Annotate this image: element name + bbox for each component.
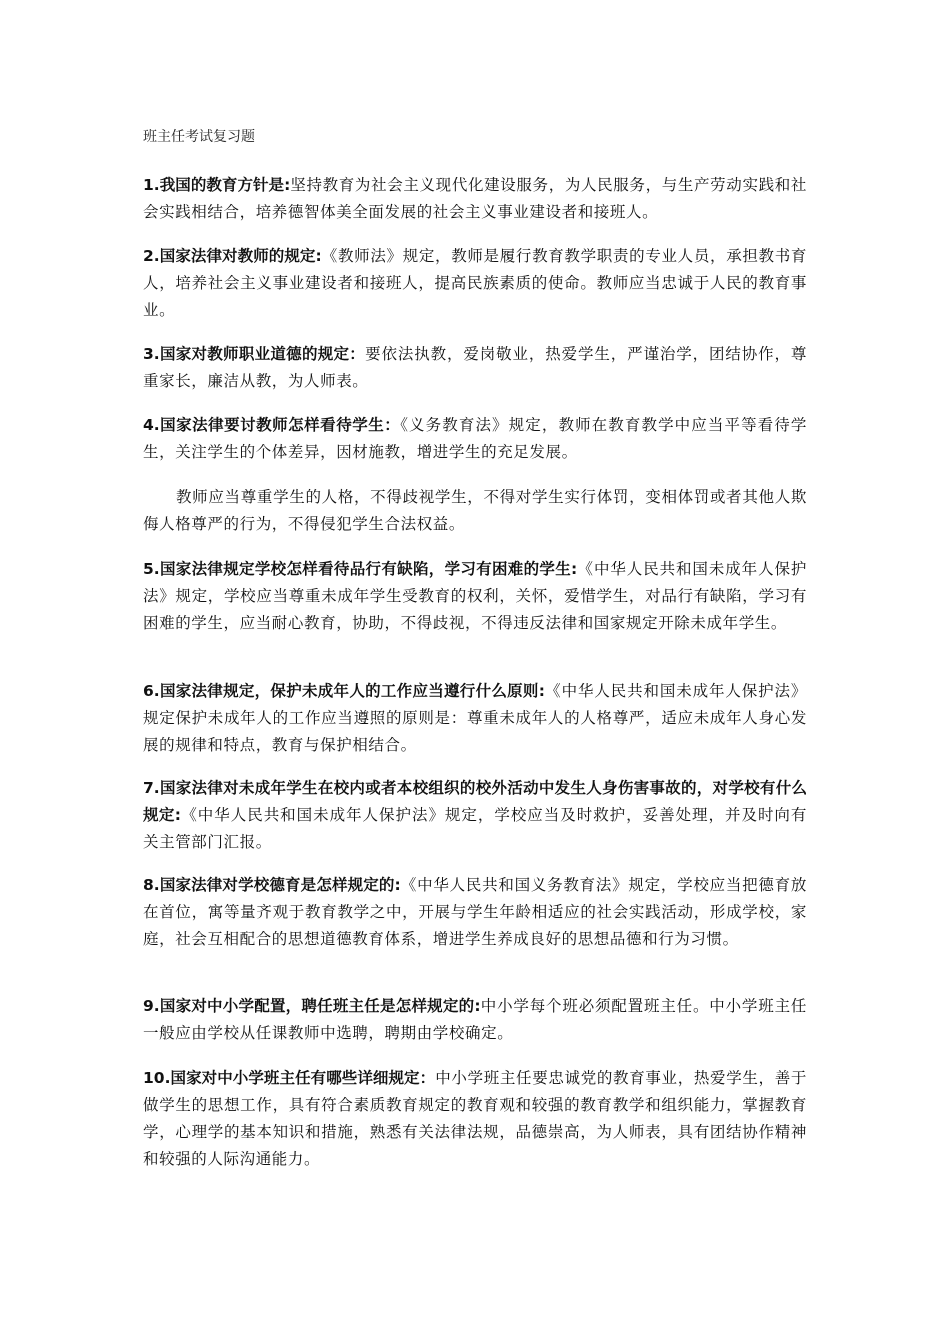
answer-text: 《义务教育法》规定，教师在教育教学中应当平等看待学生，关注学生的个体差异，因材施教，增进学生的充足发展。	[143, 416, 807, 461]
question-item-4	[143, 412, 807, 466]
question-item-9	[143, 993, 807, 1047]
question-label: 7.国家法律对未成年学生在校内或者本校组织的校外活动中发生人身伤害事故的，对学校有什么规定:	[143, 779, 807, 824]
answer-text: 中小学每个班必须配置班主任。中小学班主任一般应由学校从任课教师中选聘，聘期由学校确定。	[143, 997, 807, 1042]
question-item-3	[143, 341, 807, 395]
question-item-10	[143, 1065, 807, 1173]
question-item-7	[143, 775, 807, 856]
answer-text: 中小学班主任要忠诚党的教育事业，热爱学生，善于做学生的思想工作，具有符合素质教育规定的教育观和较强的教育教学和组织能力，掌握教育学，心理学的基本知识和措施，熟悉有关法律法规，品德崇高，为人师表，具有团结协作精神和较强的人际沟通能力。	[143, 1069, 807, 1168]
document-title: 班主任考试复习题	[143, 129, 255, 145]
question-label: 6.国家法律规定，保护未成年人的工作应当遵行什么原则:	[143, 682, 545, 700]
question-label: 8.国家法律对学校德育是怎样规定的:	[143, 876, 401, 894]
question-label: 5.国家法律规定学校怎样看待品行有缺陷，学习有困难的学生:	[143, 560, 578, 578]
answer-text: 《教师法》规定，教师是履行教育教学职责的专业人员，承担教书育人，培养社会主义事业建设者和接班人，提高民族素质的使命。教师应当忠诚于人民的教育事业。	[143, 247, 807, 319]
question-item-6	[143, 678, 807, 759]
question-item-4-continuation	[143, 484, 807, 538]
question-item-2	[143, 243, 807, 324]
answer-text: 要依法执教，爱岗敬业，热爱学生，严谨治学，团结协作，尊重家长，廉洁从教，为人师表。	[143, 345, 807, 390]
answer-text: 教师应当尊重学生的人格，不得歧视学生，不得对学生实行体罚，变相体罚或者其他人欺侮人格尊严的行为，不得侵犯学生合法权益。	[143, 488, 807, 533]
question-label: 2.国家法律对教师的规定:	[143, 247, 322, 265]
question-label: 1.我国的教育方针是:	[143, 176, 291, 194]
question-label: 10.国家对中小学班主任有哪些详细规定：	[143, 1069, 436, 1087]
question-item-5	[143, 556, 807, 637]
question-item-1	[143, 172, 807, 226]
answer-text: 《中华人民共和国未成年人保护法》规定，学校应当尊重未成年学生受教育的权利，关怀，爱惜学生，对品行有缺陷，学习有困难的学生，应当耐心教育，协助，不得歧视，不得违反法律和国家规定开除未成年学生。	[143, 560, 807, 632]
answer-text: 《中华人民共和国未成年人保护法》规定，学校应当及时救护，妥善处理，并及时向有关主管部门汇报。	[143, 806, 807, 851]
question-label: 3.国家对教师职业道德的规定：	[143, 345, 366, 363]
answer-text: 坚持教育为社会主义现代化建设服务，为人民服务，与生产劳动实践和社会实践相结合，培养德智体美全面发展的社会主义事业建设者和接班人。	[143, 176, 807, 221]
answer-text: 《中华人民共和国义务教育法》规定，学校应当把德育放在首位，寓等量齐观于教育教学之中，开展与学生年龄相适应的社会实践活动，形成学校，家庭，社会互相配合的思想道德教育体系，增进学生养成良好的思想品德和行为习惯。	[143, 876, 807, 948]
question-label: 9.国家对中小学配置，聘任班主任是怎样规定的:	[143, 997, 481, 1015]
answer-text: 《中华人民共和国未成年人保护法》规定保护未成年人的工作应当遵照的原则是：尊重未成年人的人格尊严，适应未成年人身心发展的规律和特点，教育与保护相结合。	[143, 682, 808, 754]
question-item-8	[143, 872, 807, 953]
question-label: 4.国家法律要讨教师怎样看待学生：	[143, 416, 401, 434]
